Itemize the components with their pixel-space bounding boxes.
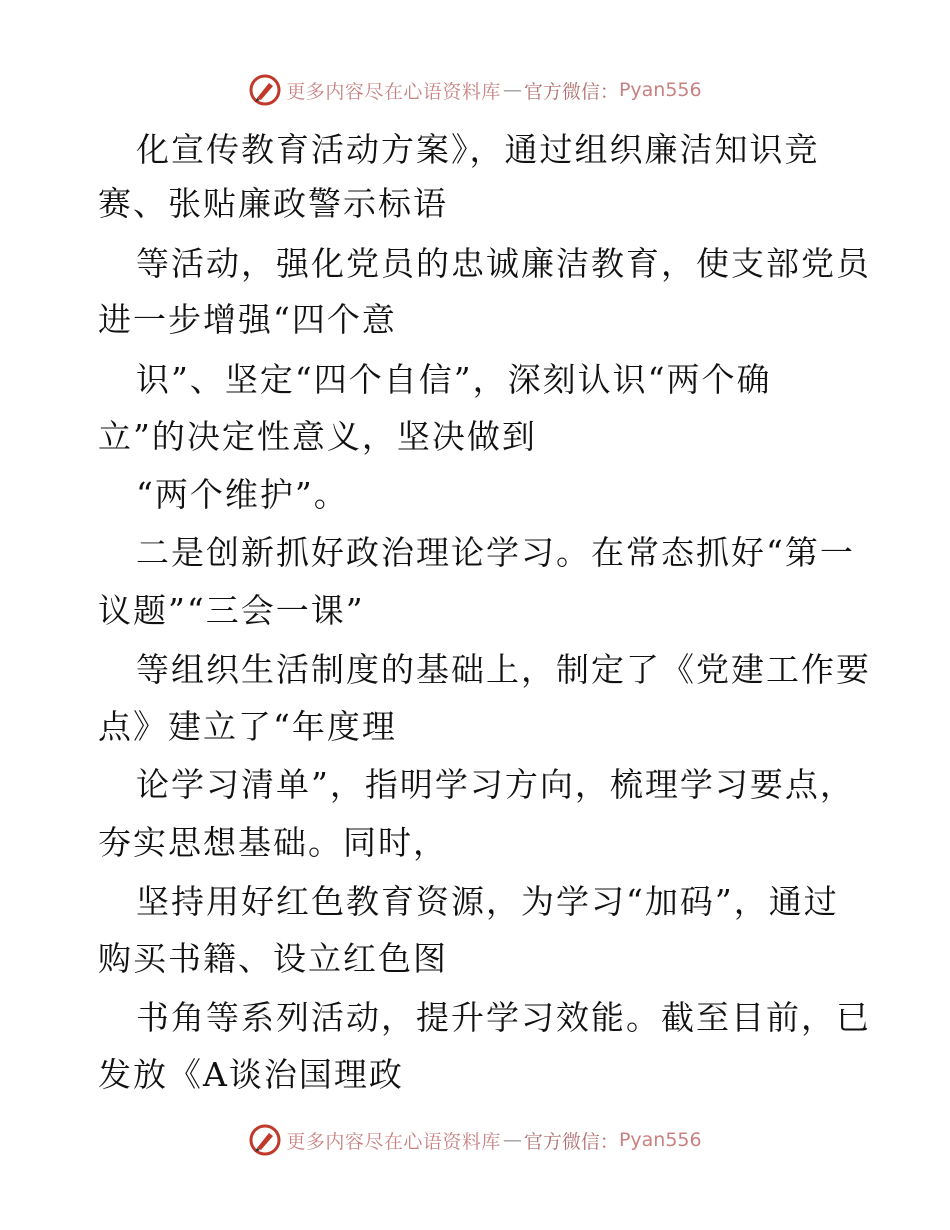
pen-logo-icon — [248, 73, 282, 107]
watermark-label: 官方微信： — [523, 80, 619, 103]
text-line: 夯实思想基础。同时， — [98, 823, 448, 862]
text-line: 二是创新抓好政治理论学习。在常态抓好“第一 — [136, 533, 855, 572]
watermark-account: Pyan556 — [618, 1129, 702, 1151]
text-line: 等组织生活制度的基础上，制定了《党建工作要 — [136, 650, 871, 689]
text-line: 识”、坚定“四个自信”，深刻认识“两个确 — [136, 360, 772, 399]
text-line: 进一步增强“四个意 — [98, 300, 397, 339]
header-watermark — [0, 70, 950, 110]
text-line: 发放《A谈治国理政 — [98, 1055, 404, 1094]
text-line: 等活动，强化党员的忠诚廉洁教育，使支部党员 — [136, 244, 871, 283]
text-line: 点》建立了“年度理 — [98, 707, 397, 746]
text-line: 书角等系列活动，提升学习效能。截至目前，已 — [136, 998, 871, 1037]
text-line: 购买书籍、设立红色图 — [98, 939, 448, 978]
watermark-label: 官方微信： — [523, 1130, 619, 1153]
text-line: “两个维护”。 — [136, 475, 349, 514]
watermark-site: 更多内容尽在心语资料库 — [286, 80, 501, 103]
text-line: 议题”“三会一课” — [98, 591, 365, 630]
watermark-site: 更多内容尽在心语资料库 — [286, 1130, 501, 1153]
text-line: 论学习清单”，指明学习方向，梳理学习要点， — [136, 765, 855, 804]
footer-watermark — [0, 1120, 950, 1160]
pen-logo-icon — [248, 1123, 282, 1157]
text-line: 赛、张贴廉政警示标语 — [98, 184, 448, 223]
text-line: 坚持用好红色教育资源，为学习“加码”，通过 — [136, 882, 839, 921]
watermark-separator: — — [502, 1129, 522, 1151]
text-line: 化宣传教育活动方案》，通过组织廉洁知识竞 — [136, 130, 820, 169]
text-line: 立”的决定性意义，坚决做到 — [98, 417, 537, 456]
watermark-separator: — — [502, 79, 522, 101]
watermark-account: Pyan556 — [618, 79, 702, 101]
